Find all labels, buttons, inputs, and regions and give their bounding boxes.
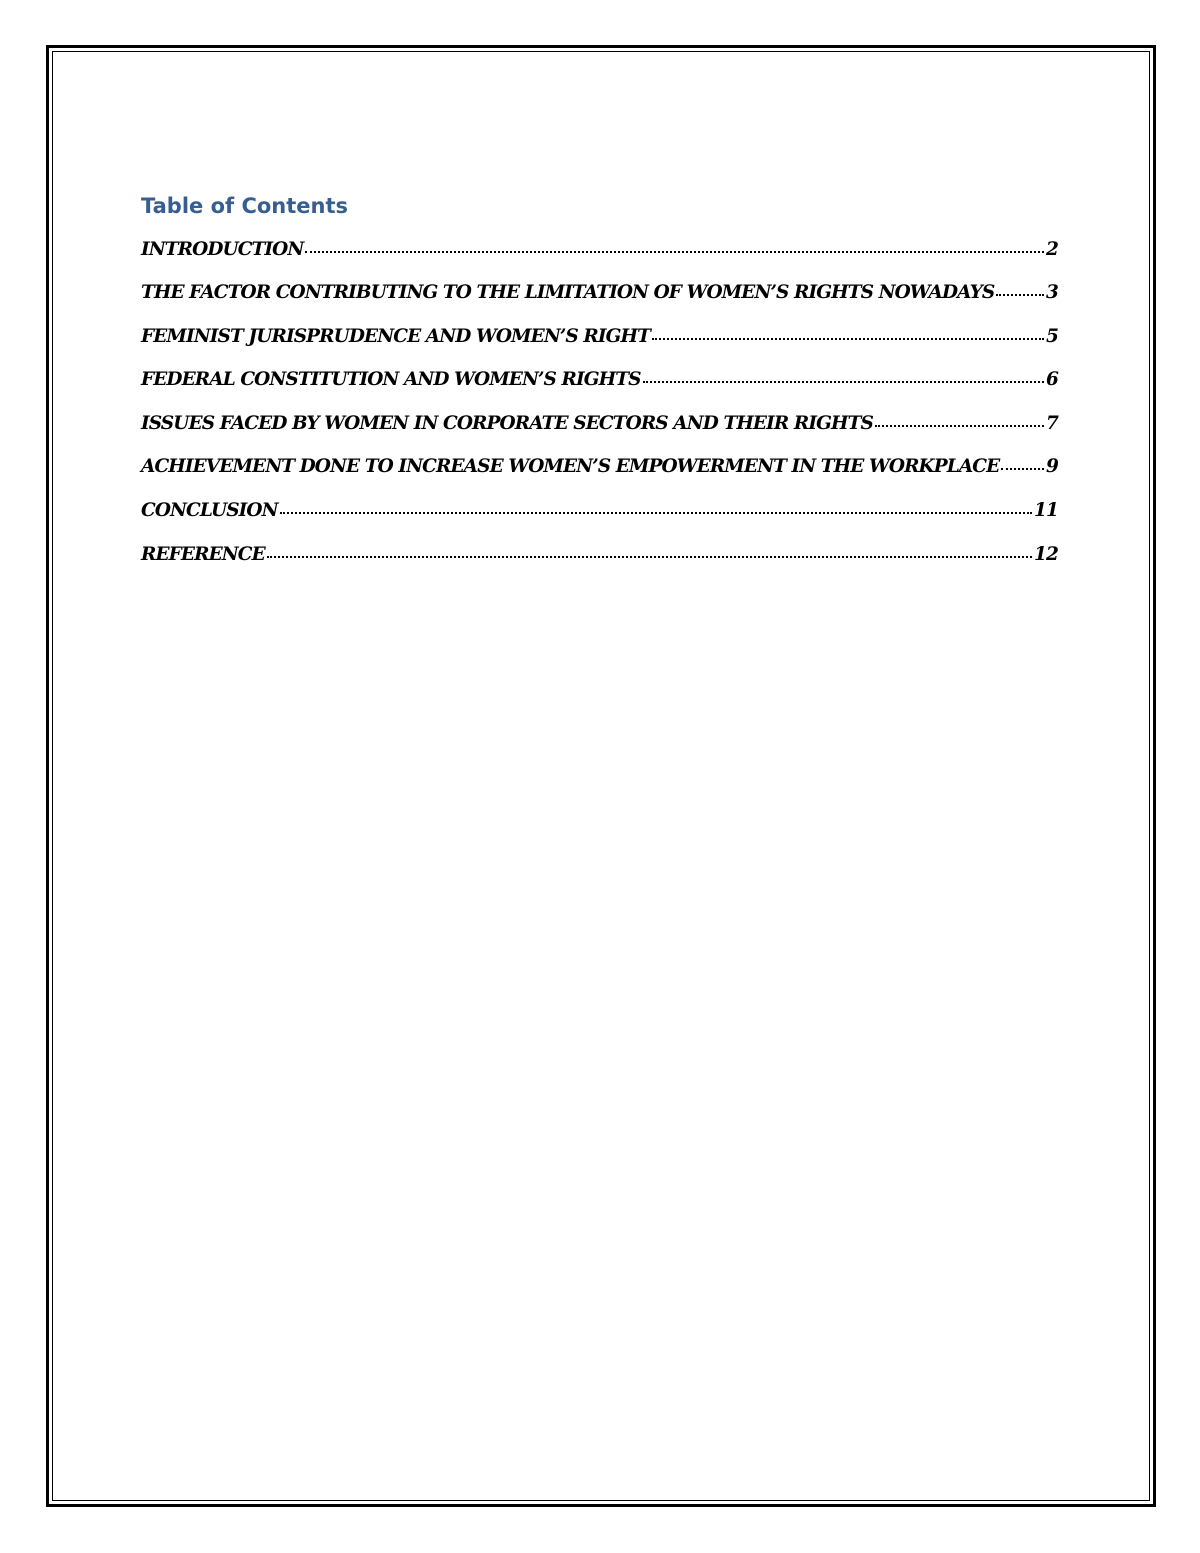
toc-dot-leader [875,410,1044,429]
toc-dot-leader [305,236,1044,255]
toc-entry-label: FEDERAL CONSTITUTION AND WOMEN’S RIGHTS [141,369,641,391]
toc-dot-leader [996,280,1044,299]
toc-dot-leader [1001,454,1044,473]
table-of-contents [141,190,1058,585]
toc-entry-label: THE FACTOR CONTRIBUTING TO THE LIMITATION OF WOMEN’S RIGHTS NOWADAYS [141,282,995,304]
toc-title: Table of Contents [141,194,349,218]
toc-list [141,236,1058,585]
toc-entry-reference[interactable] [141,541,1058,585]
toc-entry-empowerment-achievement[interactable] [141,454,1058,498]
toc-entry-label: INTRODUCTION [141,238,304,260]
toc-entry-feminist-jurisprudence[interactable] [141,323,1058,367]
toc-entry-introduction[interactable] [141,236,1058,280]
toc-entry-page: 12 [1034,543,1058,565]
toc-entry-conclusion[interactable] [141,498,1058,542]
toc-entry-corporate-issues[interactable] [141,410,1058,454]
toc-entry-label: REFERENCE [141,543,265,565]
toc-entry-label: ISSUES FACED BY WOMEN IN CORPORATE SECTORS AND THEIR RIGHTS [141,412,873,434]
toc-entry-page: 9 [1046,456,1058,478]
toc-entry-label: CONCLUSION [141,500,278,522]
toc-entry-limitation-factors[interactable] [141,280,1058,324]
toc-entry-page: 5 [1046,325,1058,347]
toc-entry-page: 6 [1046,369,1058,391]
toc-entry-page: 7 [1046,412,1058,434]
toc-dot-leader [652,323,1044,342]
toc-entry-label: FEMINIST JURISPRUDENCE AND WOMEN’S RIGHT [141,325,650,347]
toc-entry-federal-constitution[interactable] [141,367,1058,411]
toc-entry-label: ACHIEVEMENT DONE TO INCREASE WOMEN’S EMPOWERMENT IN THE WORKPLACE [141,456,1000,478]
toc-dot-leader [267,541,1032,560]
toc-entry-page: 3 [1046,282,1058,304]
toc-dot-leader [280,498,1032,517]
toc-dot-leader [643,367,1044,386]
toc-entry-page: 11 [1034,500,1058,522]
toc-entry-page: 2 [1046,238,1058,260]
